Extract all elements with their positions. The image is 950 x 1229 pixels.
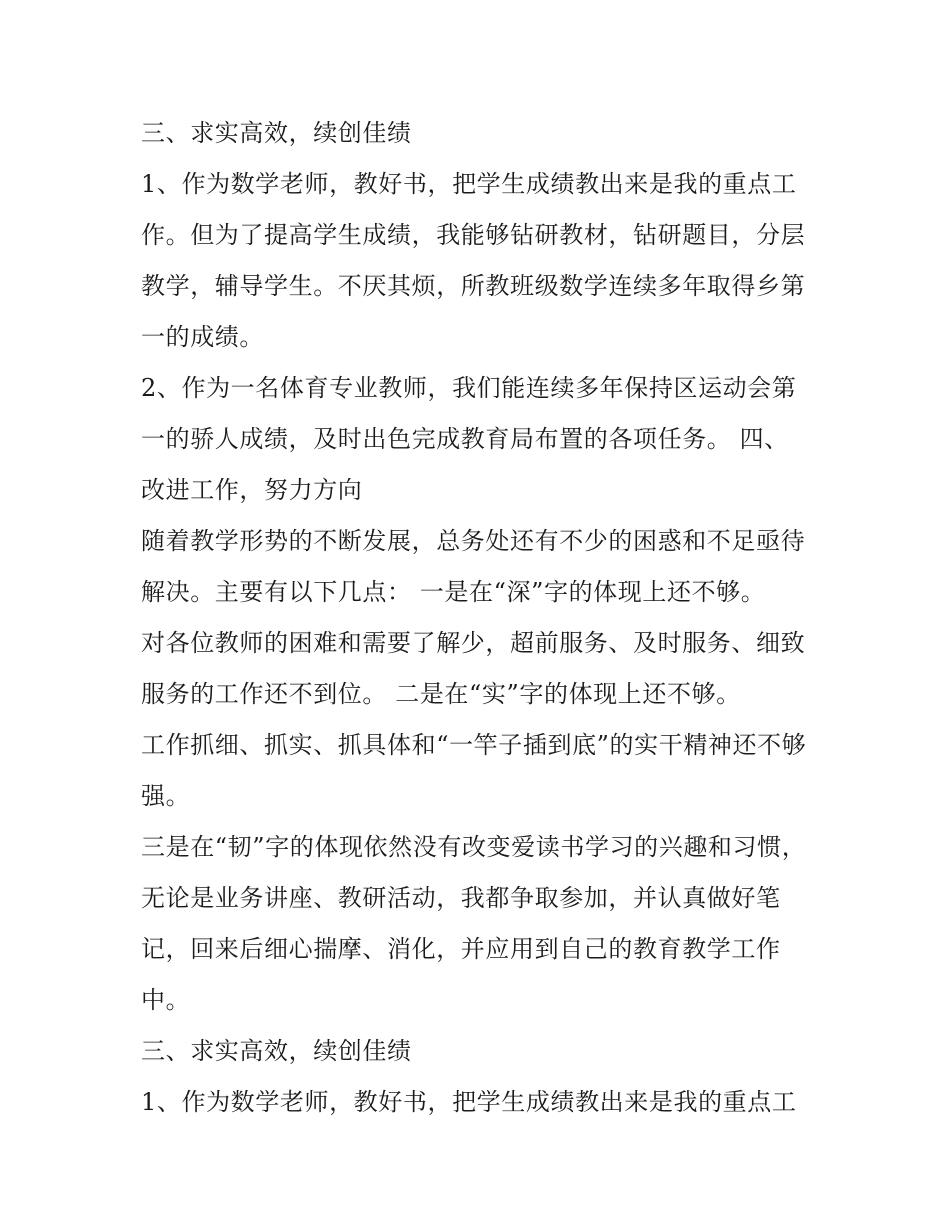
text-line: 1、作为数学老师，教好书，把学生成绩教出来是我的重点工: [141, 170, 797, 198]
text-line: 改进工作，努力方向: [141, 476, 363, 504]
text-line: 记，回来后细心揣摩、消化，并应用到自己的教育教学工作: [141, 935, 781, 963]
text-line: 工作抓细、抓实、抓具体和“一竿子插到底”的实干精神还不够: [141, 731, 807, 759]
text-line: 作。但为了提高学生成绩，我能够钻研教材，钻研题目，分层: [141, 221, 806, 249]
text-line: 三、求实高效，续创佳绩: [141, 1037, 412, 1065]
text-line: 强。: [141, 782, 191, 810]
text-line: 随着教学形势的不断发展，总务处还有不少的困惑和不足亟待: [141, 527, 806, 555]
text-line: 中。: [141, 986, 191, 1014]
text-line: 1、作为数学老师，教好书，把学生成绩教出来是我的重点工: [141, 1088, 797, 1116]
text-line: 教学，辅导学生。不厌其烦，所教班级数学连续多年取得乡第: [141, 272, 806, 300]
document-body: [141, 108, 821, 1128]
text-line: 对各位教师的困难和需要了解少，超前服务、及时服务、细致: [141, 629, 806, 657]
text-line: 服务的工作还不到位。 二是在“实”字的体现上还不够。: [141, 680, 741, 708]
text-line: 一的骄人成绩，及时出色完成教育局布置的各项任务。 四、: [141, 425, 789, 453]
text-line: 一的成绩。: [141, 323, 264, 351]
text-line: 2、作为一名体育专业教师，我们能连续多年保持区运动会第: [141, 374, 797, 402]
text-line: 三是在“韧”字的体现依然没有改变爱读书学习的兴趣和习惯，: [141, 833, 807, 861]
text-line: 解决。主要有以下几点： 一是在“深”字的体现上还不够。: [141, 578, 766, 606]
text-line: 三、求实高效，续创佳绩: [141, 119, 412, 147]
text-line: 无论是业务讲座、教研活动，我都争取参加，并认真做好笔: [141, 884, 781, 912]
